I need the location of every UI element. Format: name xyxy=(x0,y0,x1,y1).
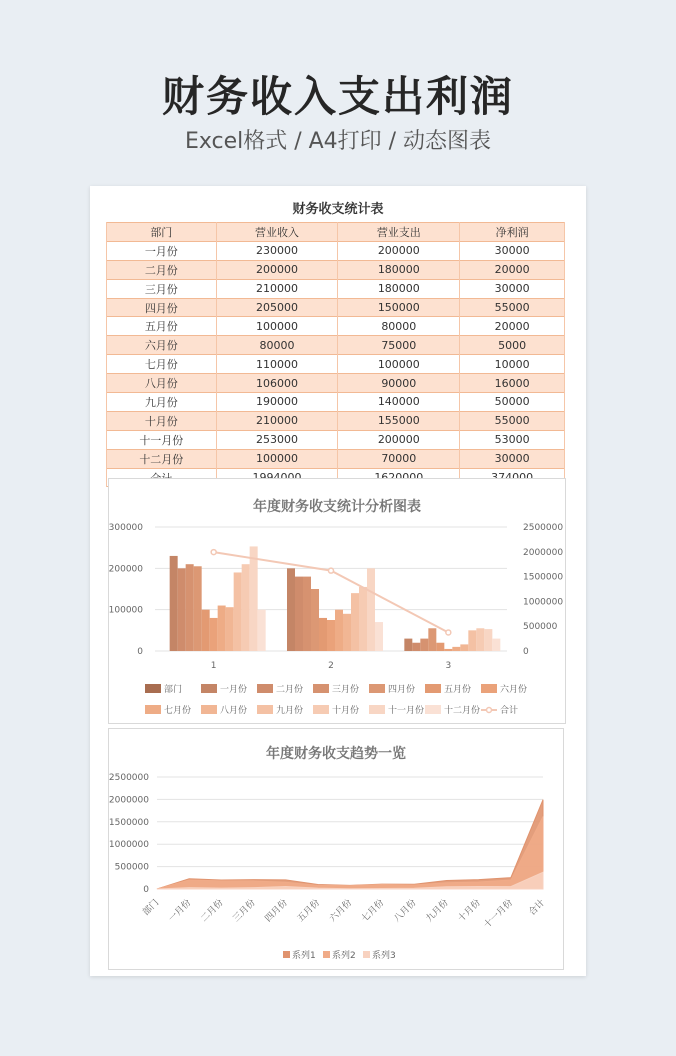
legend-swatch xyxy=(257,684,273,693)
table-cell: 20000 xyxy=(460,317,565,336)
legend-swatch xyxy=(201,705,217,714)
table-cell: 三月份 xyxy=(107,279,217,298)
legend-label: 系列3 xyxy=(372,951,396,961)
page-title: 财务收入支出利润 xyxy=(161,72,514,121)
column-header: 营业收入 xyxy=(216,223,338,242)
bar xyxy=(186,564,194,651)
x-tick-label: 六月份 xyxy=(327,898,355,925)
table-cell: 四月份 xyxy=(107,298,217,317)
table-row xyxy=(107,317,565,336)
bar-chart-title: 年度财务收支统计分析图表 xyxy=(253,499,421,515)
table-row xyxy=(107,355,565,374)
bar-chart xyxy=(109,479,565,723)
table-cell: 90000 xyxy=(338,374,460,393)
x-tick-label: 1 xyxy=(210,661,217,671)
bar xyxy=(359,587,367,651)
table-cell: 80000 xyxy=(338,317,460,336)
legend-label: 五月份 xyxy=(444,685,472,695)
table-row xyxy=(107,374,565,393)
legend-swatch xyxy=(201,684,217,693)
legend-label: 七月份 xyxy=(164,706,192,716)
x-tick-label: 二月份 xyxy=(199,898,226,925)
finance-table xyxy=(106,222,565,487)
table-cell: 80000 xyxy=(216,336,338,355)
table-cell: 九月份 xyxy=(107,393,217,412)
table-cell: 五月份 xyxy=(107,317,217,336)
bar xyxy=(484,629,492,651)
bar xyxy=(234,572,242,651)
bar xyxy=(303,577,311,651)
table-cell: 253000 xyxy=(216,430,338,449)
y2-tick-label: 2500000 xyxy=(523,523,564,533)
legend-swatch xyxy=(487,708,492,713)
legend-swatch xyxy=(425,705,441,714)
table-row xyxy=(107,241,565,260)
bar xyxy=(412,643,420,651)
table-cell: 155000 xyxy=(338,411,460,430)
bar xyxy=(367,568,375,651)
area-chart xyxy=(109,729,563,969)
table-cell: 230000 xyxy=(216,241,338,260)
y2-tick-label: 0 xyxy=(523,647,529,657)
legend-label: 十二月份 xyxy=(444,706,481,716)
bar xyxy=(404,639,412,651)
x-tick-label: 九月份 xyxy=(424,898,451,925)
x-tick-label: 四月份 xyxy=(263,898,290,925)
y2-tick-label: 500000 xyxy=(523,622,558,633)
bar xyxy=(242,564,250,651)
bar xyxy=(428,628,436,651)
bar xyxy=(287,568,295,651)
bar xyxy=(250,546,258,651)
table-cell: 100000 xyxy=(338,355,460,374)
legend-swatch xyxy=(323,951,330,958)
table-cell: 十二月份 xyxy=(107,449,217,468)
legend-swatch xyxy=(363,951,370,958)
table-row xyxy=(107,279,565,298)
table-cell: 55000 xyxy=(460,298,565,317)
table-cell: 二月份 xyxy=(107,260,217,279)
bar xyxy=(343,614,351,651)
legend-swatch xyxy=(425,684,441,693)
table-cell: 100000 xyxy=(216,317,338,336)
table-cell: 十月份 xyxy=(107,411,217,430)
bar xyxy=(476,628,484,651)
page-subtitle: Excel格式 / A4打印 / 动态图表 xyxy=(184,129,492,154)
y-tick-label: 2500000 xyxy=(109,773,149,783)
legend-label: 六月份 xyxy=(500,685,528,695)
y-tick-label: 0 xyxy=(143,885,149,895)
bar xyxy=(436,643,444,651)
table-cell: 20000 xyxy=(460,260,565,279)
table-cell: 七月份 xyxy=(107,355,217,374)
y-tick-label: 2000000 xyxy=(109,795,149,806)
table-cell: 190000 xyxy=(216,393,338,412)
x-tick-label: 一月份 xyxy=(167,898,194,925)
bar xyxy=(375,622,383,651)
table-cell: 50000 xyxy=(460,393,565,412)
table-cell: 55000 xyxy=(460,411,565,430)
x-tick-label: 合计 xyxy=(527,898,548,918)
legend-label: 二月份 xyxy=(276,685,304,695)
table-row xyxy=(107,393,565,412)
table-cell: 180000 xyxy=(338,260,460,279)
bar xyxy=(218,606,226,651)
y-tick-label: 1500000 xyxy=(109,817,149,828)
bar xyxy=(210,618,218,651)
bar xyxy=(178,568,186,651)
total-point xyxy=(211,550,216,555)
table-title: 财务收支统计表 xyxy=(292,202,384,217)
table-cell: 205000 xyxy=(216,298,338,317)
table-cell: 140000 xyxy=(338,393,460,412)
bar-chart-panel xyxy=(108,478,566,724)
bar xyxy=(420,639,428,651)
area-chart-panel xyxy=(108,728,564,970)
table-cell: 30000 xyxy=(460,279,565,298)
bar xyxy=(311,589,319,651)
table-cell: 210000 xyxy=(216,411,338,430)
table-cell: 30000 xyxy=(460,241,565,260)
legend-label: 九月份 xyxy=(276,706,304,716)
table-cell: 十一月份 xyxy=(107,430,217,449)
legend-label: 合计 xyxy=(500,706,519,716)
table-cell: 210000 xyxy=(216,279,338,298)
y2-tick-label: 1500000 xyxy=(523,572,564,583)
table-row xyxy=(107,449,565,468)
legend-swatch xyxy=(369,684,385,693)
y-tick-label: 300000 xyxy=(109,523,143,533)
x-tick-label: 八月份 xyxy=(392,898,419,925)
x-tick-label: 三月份 xyxy=(231,898,258,925)
x-tick-label: 十一月份 xyxy=(482,898,515,931)
x-tick-label: 部门 xyxy=(141,898,162,918)
legend-swatch xyxy=(145,684,161,693)
table-cell: 75000 xyxy=(338,336,460,355)
table-row xyxy=(107,336,565,355)
area-series xyxy=(157,816,543,889)
table-row xyxy=(107,298,565,317)
legend-label: 十月份 xyxy=(332,706,360,716)
bar xyxy=(194,566,202,651)
legend-swatch xyxy=(481,684,497,693)
y-tick-label: 200000 xyxy=(109,564,143,575)
legend-swatch xyxy=(369,705,385,714)
bar xyxy=(460,644,468,651)
bar xyxy=(295,577,303,651)
bar xyxy=(452,647,460,651)
bar xyxy=(202,610,210,651)
bar xyxy=(170,556,178,651)
legend-label: 三月份 xyxy=(332,685,360,695)
legend-label: 八月份 xyxy=(220,706,248,716)
y2-tick-label: 2000000 xyxy=(523,547,564,558)
legend-label: 系列2 xyxy=(332,951,356,961)
table-cell: 150000 xyxy=(338,298,460,317)
bar xyxy=(258,610,266,651)
bar xyxy=(335,610,343,651)
table-cell: 一月份 xyxy=(107,241,217,260)
bar xyxy=(327,620,335,651)
bar xyxy=(492,639,500,651)
y2-tick-label: 1000000 xyxy=(523,597,564,608)
x-tick-label: 3 xyxy=(445,661,452,671)
table-cell: 53000 xyxy=(460,430,565,449)
bar xyxy=(319,618,327,651)
bar xyxy=(444,649,452,651)
y-tick-label: 0 xyxy=(137,647,143,657)
legend-swatch xyxy=(145,705,161,714)
table-cell: 30000 xyxy=(460,449,565,468)
table-cell: 110000 xyxy=(216,355,338,374)
y-tick-label: 100000 xyxy=(109,605,143,616)
table-cell: 200000 xyxy=(338,430,460,449)
bar xyxy=(226,607,234,651)
table-cell: 200000 xyxy=(216,260,338,279)
column-header: 部门 xyxy=(107,223,217,242)
legend-label: 十一月份 xyxy=(388,706,425,716)
legend-swatch xyxy=(313,705,329,714)
table-cell: 106000 xyxy=(216,374,338,393)
legend-label: 系列1 xyxy=(292,951,316,961)
legend-swatch xyxy=(313,684,329,693)
legend-label: 一月份 xyxy=(220,685,248,695)
table-cell: 70000 xyxy=(338,449,460,468)
x-tick-label: 七月份 xyxy=(360,898,387,925)
table-header-row xyxy=(107,223,565,242)
table-row xyxy=(107,430,565,449)
legend-label: 四月份 xyxy=(388,685,416,695)
table-cell: 16000 xyxy=(460,374,565,393)
column-header: 营业支出 xyxy=(338,223,460,242)
table-cell: 六月份 xyxy=(107,336,217,355)
bar xyxy=(351,593,359,651)
table-cell: 200000 xyxy=(338,241,460,260)
x-tick-label: 2 xyxy=(328,661,334,671)
area-chart-title: 年度财务收支趋势一览 xyxy=(266,746,406,762)
legend-swatch xyxy=(257,705,273,714)
legend-swatch xyxy=(283,951,290,958)
table-cell: 180000 xyxy=(338,279,460,298)
column-header: 净利润 xyxy=(460,223,565,242)
total-point xyxy=(446,630,451,635)
legend-label: 部门 xyxy=(164,685,183,695)
table-cell: 5000 xyxy=(460,336,565,355)
table-cell: 10000 xyxy=(460,355,565,374)
x-tick-label: 十月份 xyxy=(456,898,483,925)
bar xyxy=(468,630,476,651)
table-row xyxy=(107,260,565,279)
x-tick-label: 五月份 xyxy=(295,898,322,925)
table-cell: 八月份 xyxy=(107,374,217,393)
table-row xyxy=(107,411,565,430)
y-tick-label: 1000000 xyxy=(109,840,149,851)
y-tick-label: 500000 xyxy=(114,862,149,873)
table-cell: 100000 xyxy=(216,449,338,468)
total-point xyxy=(329,568,334,573)
